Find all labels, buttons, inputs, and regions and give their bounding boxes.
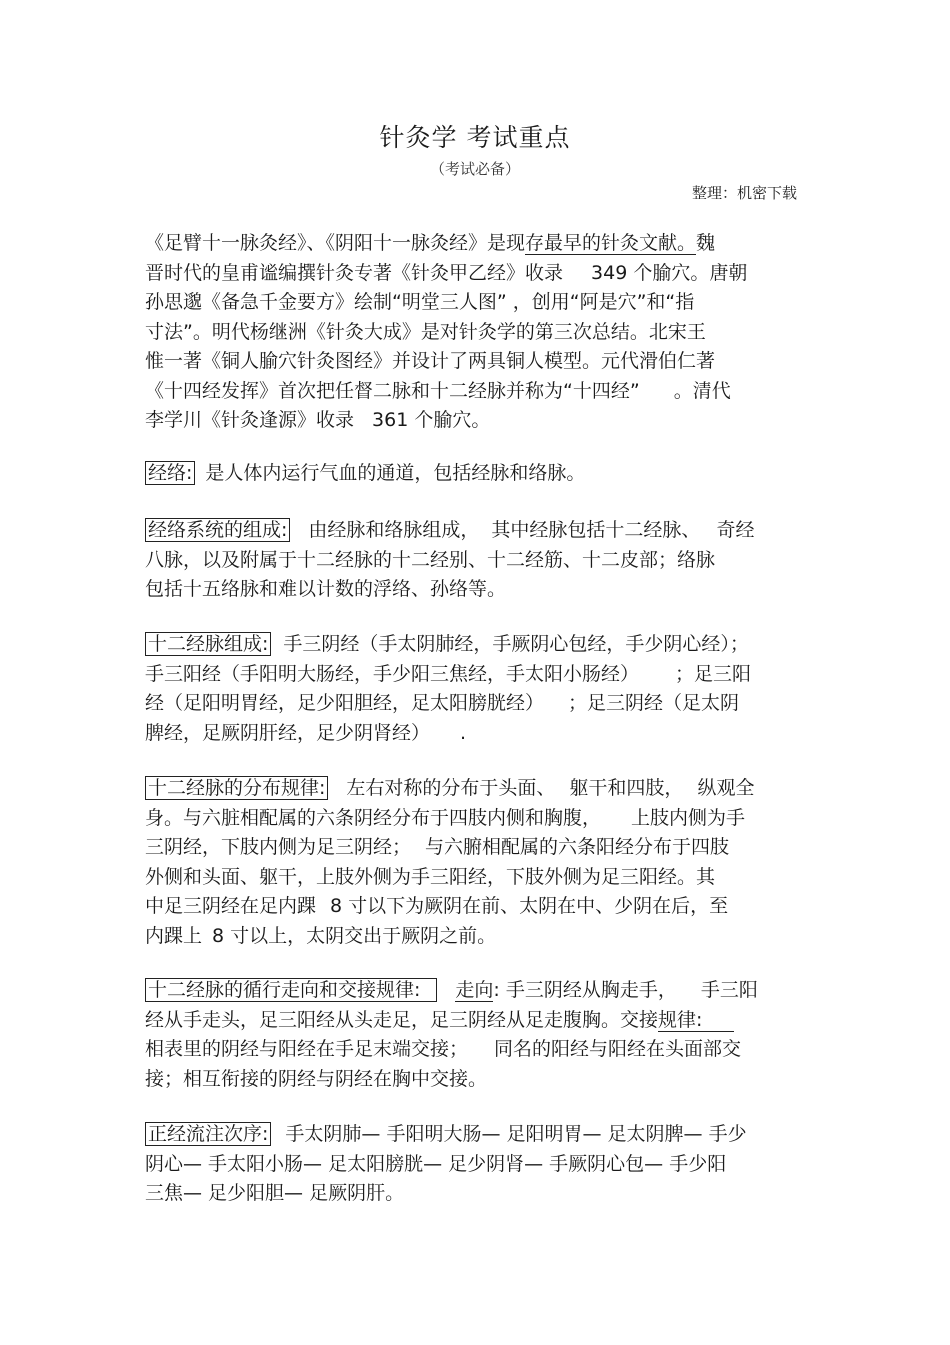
sequence-section: 正经流注次序: 手太阴肺— 手阳明大肠— 足阳明胃— 足太阴脾— 手少 阴心— 手太阳小肠— 足太阳膀胱— 足少阴肾— 手厥阴心包— 手少阳 三焦— 足少阳胆— 足厥阴肝。 (145, 1120, 810, 1209)
history-paragraph (145, 229, 810, 436)
document-title: 针灸学 考试重点 (379, 123, 571, 152)
term-label-composition: 十二经脉组成: (145, 632, 271, 656)
subterm-rule: 规律: (658, 1009, 734, 1032)
system-section: 经络系统的组成: 由经脉和络脉组成， 其中经脉包括十二经脉、 奇经 八脉，以及附属于十二经脉的十二经别、十二经筋、十二皮部；络脉 包括十五络脉和难以计数的浮络、孙络等。 (145, 516, 810, 605)
history-line-5: 惟一著《铜人腧穴针灸图经》并设计了两具铜人模型。元代滑伯仁著 (145, 350, 716, 372)
distribution-section: 十二经脉的分布规律: 左右对称的分布于头面、 躯干和四肢， 纵观全 身。与六脏相配属的六条阴经分布于四肢内侧和胸腹， 上肢内侧为手 三阴经，下肢内侧为足三阴经； 与六腑相配属的六条阳经分布于四肢 外侧和头面、躯干，上肢外侧为手三阳经，下肢外侧为足三阳经。其 中足三阴经在足内踝 8 寸以下为厥阴在前、太阴在中、少阴在后，至 内踝上 8 寸以上，太阴交出于厥阴之前。 (145, 774, 810, 951)
sequence-line-2: 阴心— 手太阳小肠— 足太阳膀胱— 足少阴肾— 手厥阴心包— 手少阳 (145, 1152, 727, 1175)
term-label-system: 经络系统的组成: (145, 518, 290, 542)
history-line-2: 晋时代的皇甫谧编撰针灸专著《针灸甲乙经》收录 349 个腧穴。唐朝 (145, 261, 748, 284)
document-subtitle: （考试必备） (429, 160, 520, 178)
term-label-circulation: 十二经脉的循行走向和交接规律: (145, 978, 437, 1002)
history-line-3: 孙思邈《备急千金要方》绘制“明堂三人图” ，创用“阿是穴”和“指 (145, 291, 695, 313)
history-line-7: 李学川《针灸逢源》收录 361 个腧穴。 (145, 409, 491, 431)
circulation-section: 十二经脉的循行走向和交接规律: 走向: 手三阴经从胸走手， 手三阳 经从手走头，足三阳经从头走足，足三阴经从足走腹胸。交接规律: 相表里的阴经与阳经在手足末端交接； 同名的阳经与阳经在头面部交 接；相互衔接的阴经与阴经在胸中交接。 (145, 976, 810, 1094)
term-label-sequence: 正经流注次序: (145, 1122, 271, 1146)
compiler-credit: 整理：机密下载 (691, 184, 797, 202)
circulation-line-4: 接；相互衔接的阴经与阴经在胸中交接。 (145, 1067, 488, 1090)
system-line-3: 包括十五络脉和难以计数的浮络、孙络等。 (145, 578, 507, 600)
term-label-jingluo: 经络: (145, 461, 195, 485)
jingluo-definition: 是人体内运行气血的通道，包括经脉和络脉。 (205, 462, 586, 484)
jingluo-section (145, 459, 810, 489)
sequence-line-3: 三焦— 足少阳胆— 足厥阴肝。 (145, 1182, 405, 1204)
composition-section: 十二经脉组成: 手三阴经（手太阴肺经，手厥阴心包经，手少阴心经）； 手三阳经（手阳明大肠经，手少阳三焦经，手太阳小肠经） ；足三阳 经（足阳明胃经，足少阳胆经，足太阳膀胱经） ；足三阴经（足太阴 脾经，足厥阴肝经，足少阴肾经） . (145, 633, 752, 744)
system-line-2: 八脉，以及附属于十二经脉的十二经别、十二经筋、十二皮部；络脉 (145, 548, 716, 571)
key-text-underline: 存最早的针灸文献。 (525, 232, 697, 254)
term-label-distribution: 十二经脉的分布规律: (145, 776, 328, 800)
history-line-1: 《足臂十一脉灸经》、《阴阳十一脉灸经》是现存最早的针灸文献。魏 (145, 232, 716, 254)
history-line-4: 寸法”。明代杨继洲《针灸大成》是对针灸学的第三次总结。北宋王 (145, 320, 706, 343)
distribution-line-4: 外侧和头面、躯干，上肢外侧为手三阳经，下肢外侧为足三阳经。其 (145, 865, 716, 888)
subterm-direction: 走向 (455, 979, 494, 1001)
history-line-6: 《十四经发挥》首次把任督二脉和十二经脉并称为“十四经” 。清代 (145, 379, 731, 402)
